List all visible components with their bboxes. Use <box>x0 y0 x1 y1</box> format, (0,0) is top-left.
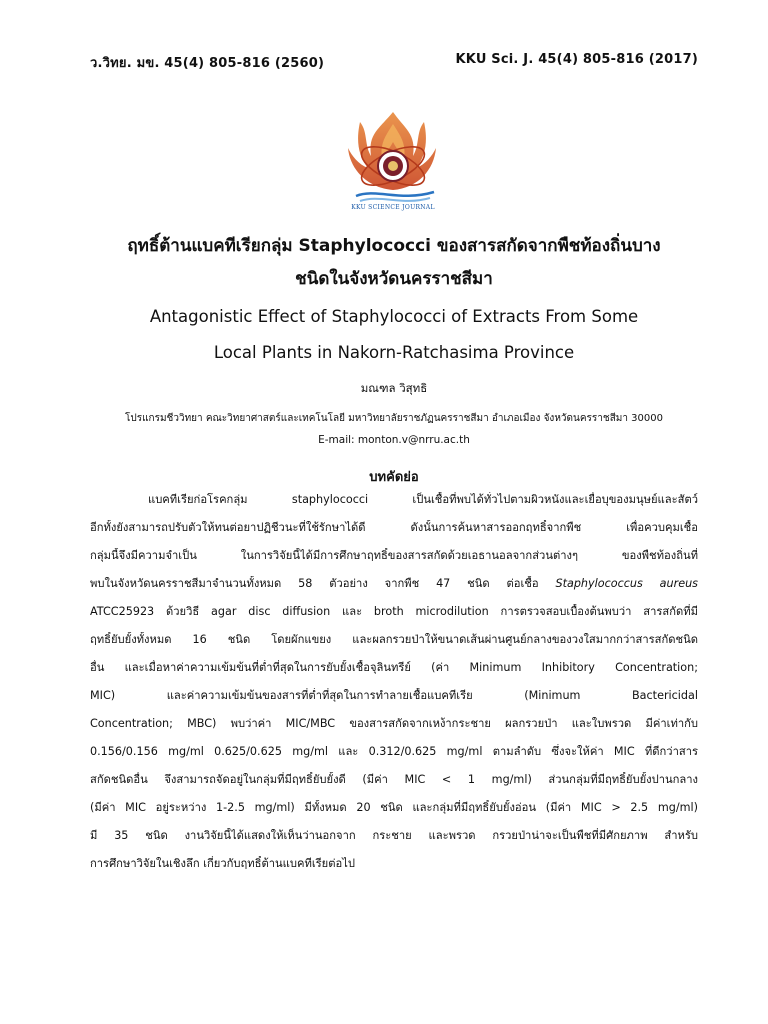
header-english-citation: KKU Sci. J. 45(4) 805-816 (2017) <box>455 52 698 67</box>
abstract-line: มี 35 ชนิด งานวิจัยนี้ได้แสดงให้เห็นว่านอกจาก กระชาย และพรวด กรวยป่าน่าจะเป็นพืชที่มีศักยภาพ สำหรับ <box>90 829 698 842</box>
english-title-line-2: Local Plants in Nakorn-Ratchasima Province <box>213 343 575 362</box>
abstract-line: สกัดชนิดอื่น จึงสามารถจัดอยู่ในกลุ่มที่มีฤทธิ์ยับยั้งดี (มีค่า MIC < 1 mg/ml) ส่วนกลุ่มที่มีฤทธิ์ยับยั้งปานกลาง <box>90 773 698 786</box>
abstract-heading: บทคัดย่อ <box>369 470 419 485</box>
thai-title-line-1: ฤทธิ์ต้านแบคทีเรียกลุ่ม Staphylococci ของสารสกัดจากพืชท้องถิ่นบาง <box>127 236 661 256</box>
abstract-line-text: พบในจังหวัดนครราชสีมาจำนวนทั้งหมด 58 ตัวอย่าง จากพืช 47 ชนิด ต่อเชื้อ <box>90 577 539 590</box>
abstract-line <box>90 576 698 592</box>
abstract-line: Concentration; MBC) พบว่าค่า MIC/MBC ของสารสกัดจากเหง้ากระชาย ผลกรวยป่า และใบพรวด มีค่าเท่ากับ <box>90 717 698 730</box>
kku-science-journal-logo-icon <box>338 104 448 214</box>
thai-title-line-2: ชนิดในจังหวัดนครราชสีมา <box>295 269 493 289</box>
abstract-line: 0.156/0.156 mg/ml 0.625/0.625 mg/ml และ 0.312/0.625 mg/ml ตามลำดับ ซึ่งจะให้ค่า MIC ที่ดีกว่าสาร <box>90 745 698 758</box>
abstract-line: แบคทีเรียก่อโรคกลุ่ม staphylococci เป็นเชื้อที่พบได้ทั่วไปตามผิวหนังและเยื่อบุของมนุษย์และสัตว์ <box>148 493 698 506</box>
species-name: Staphylococcus aureus <box>555 577 698 590</box>
abstract-line: การศึกษาวิจัยในเชิงลึก เกี่ยวกับฤทธิ์ต้านแบคทีเรียต่อไป <box>90 857 355 870</box>
header-thai-citation: ว.วิทย. มข. 45(4) 805-816 (2560) <box>90 56 325 71</box>
abstract-line: ATCC25923 ด้วยวิธี agar disc diffusion และ broth microdilution การตรวจสอบเบื้องต้นพบว่า สารสกัดที่มี <box>90 605 698 618</box>
author-name: มณฑล วิสุทธิ <box>360 381 428 395</box>
author-email: E-mail: monton.v@nrru.ac.th <box>318 434 470 446</box>
abstract-line: MIC) และค่าความเข้มข้นของสารที่ต่ำที่สุดในการทำลายเชื้อแบคทีเรีย (Minimum Bactericidal <box>90 689 698 702</box>
abstract-line: กลุ่มนี้จึงมีความจำเป็น ในการวิจัยนี้ได้มีการศึกษาฤทธิ์ของสารสกัดด้วยเอธานอลจากส่วนต่างๆ ของพืชท้องถิ่นที่ <box>90 549 698 562</box>
author-affiliation: โปรแกรมชีววิทยา คณะวิทยาศาสตร์และเทคโนโลยี มหาวิทยาลัยราชภัฏนครราชสีมา อำเภอเมือง จังหวัดนครราชสีมา 30000 <box>125 413 663 424</box>
english-title-line-1: Antagonistic Effect of Staphylococci of Extracts From Some <box>149 307 639 326</box>
abstract-line: (มีค่า MIC อยู่ระหว่าง 1-2.5 mg/ml) มีทั้งหมด 20 ชนิด และกลุ่มที่มีฤทธิ์ยับยั้งอ่อน (มีค่า MIC > 2.5 mg/ml) <box>90 801 698 814</box>
abstract-line: ฤทธิ์ยับยั้งทั้งหมด 16 ชนิด โดยผักแขยง และผลกรวยป่าให้ขนาดเส้นผ่านศูนย์กลางของวงใสมากกว่าสารสกัดชนิด <box>90 633 698 646</box>
abstract-line: อื่น และเมื่อหาค่าความเข้มข้นที่ต่ำที่สุดในการยับยั้งเชื้อจุลินทรีย์ (ค่า Minimum Inhibitory Concentration; <box>90 661 698 674</box>
abstract-line: อีกทั้งยังสามารถปรับตัวให้ทนต่อยาปฏิชีวนะที่ใช้รักษาได้ดี ดังนั้นการค้นหาสารออกฤทธิ์จากพืช เพื่อควบคุมเชื้อ <box>90 521 698 534</box>
logo-caption: KKU SCIENCE JOURNAL <box>351 204 435 211</box>
